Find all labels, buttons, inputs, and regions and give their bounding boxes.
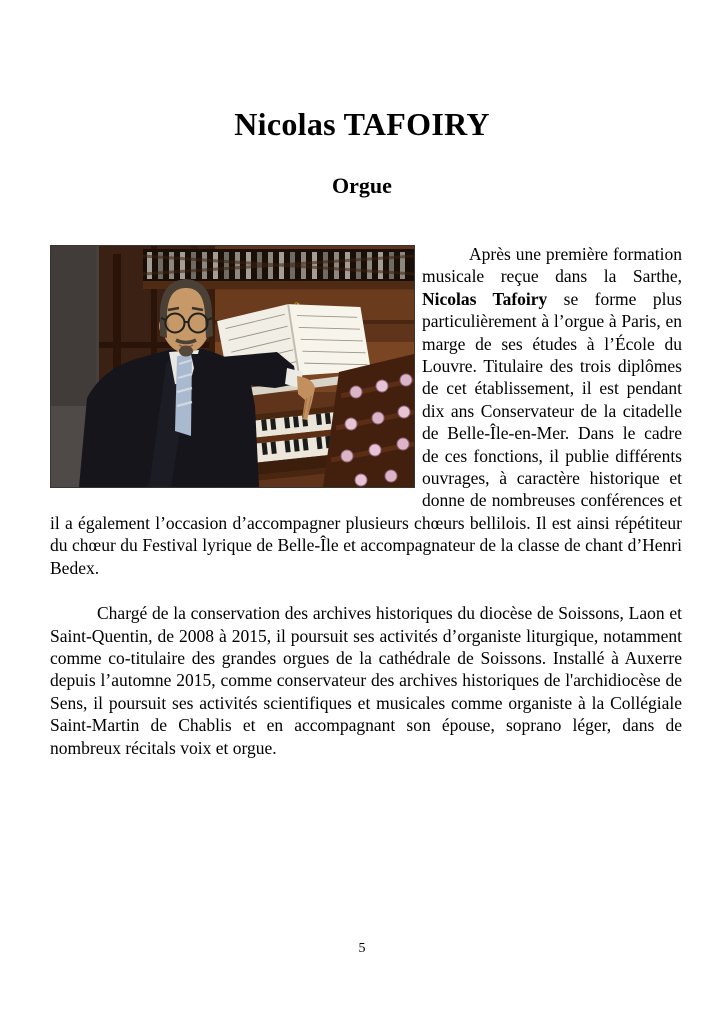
page-subtitle: Orgue — [332, 173, 392, 198]
person-name: Nicolas Tafoiry — [422, 288, 548, 309]
paragraph-text: se forme plus particulièrement à l’orgue à Paris, en marge de ses études à l’École du Louvre. Titulaire des trois diplômes de cet établissement, il est pendant dix ans Conservateur de la citadelle de Belle-Île-en-Mer. Dans le cadre de ces fonctions, il publie différents ouvrages, à caractère historique et donne de nombreuses conférences et il a également l’occasion d’accompagner plusieurs chœurs bellilois. Il est ainsi répétiteur du chœur du Festival lyrique de Belle-Île et accompagnateur de la classe de chant d’Henri Bedex. — [50, 288, 682, 578]
portrait-photo — [50, 245, 415, 488]
page-title: Nicolas TAFOIRY — [234, 106, 490, 142]
page-number: 5 — [358, 941, 366, 956]
paragraph-text: Après une première formation musicale reçue dans la Sarthe, — [422, 244, 682, 287]
page-content — [50, 243, 682, 759]
paragraph-biography-2: Chargé de la conservation des archives historiques du diocèse de Soissons, Laon et Saint-Quentin, de 2008 à 2015, il poursuit ses activités d’organiste liturgique, notamment comme co-titulaire des grandes orgues de la cathédrale de Soissons. Installé à Auxerre depuis l’automne 2015, comme conservateur des archives historiques de l'archidiocèse de Sens, il poursuit ses activités scientifiques et musicales comme organiste à la Collégiale Saint-Martin de Chablis et en accompagnant son épouse, soprano léger, dans de nombreux récitals voix et orgue. — [50, 603, 682, 758]
